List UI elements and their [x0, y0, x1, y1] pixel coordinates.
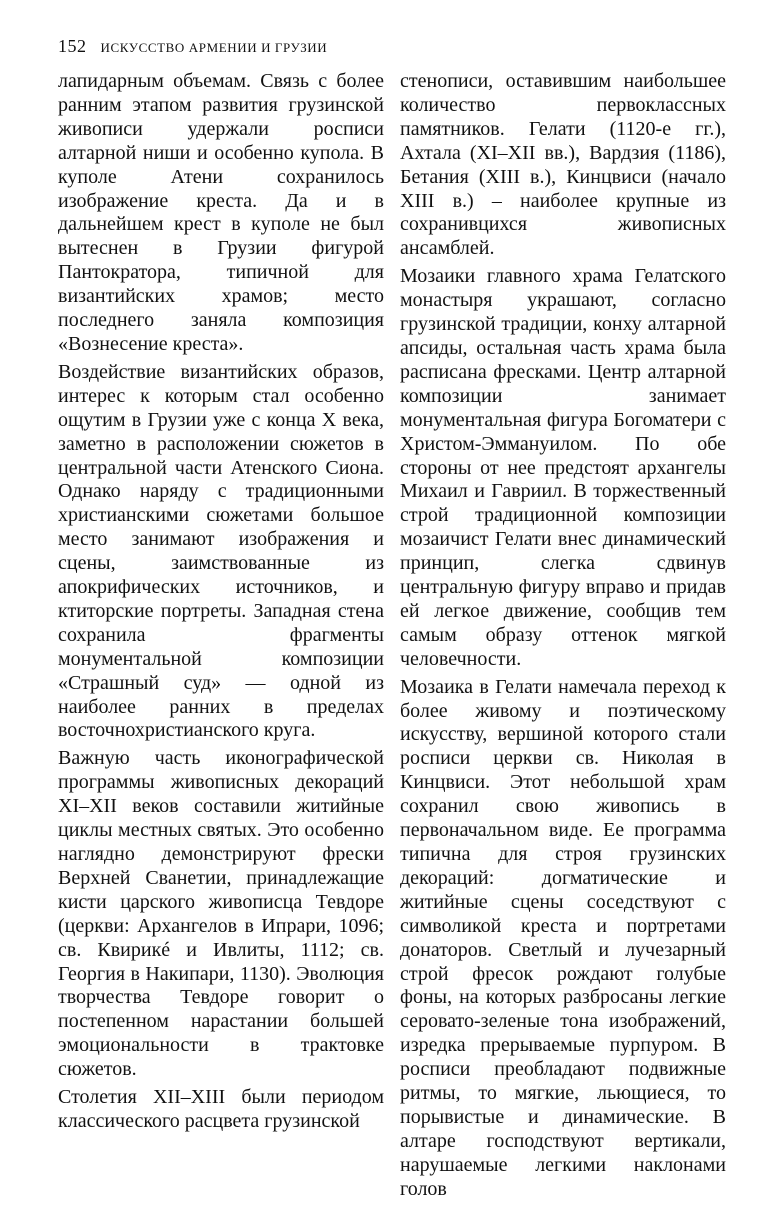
paragraph: лапидарным объемам. Связь с более ранним этапом развития грузинской живописи удержали росписи алтарной ниши и особенно купола. В куполе Атени сохранилось изображение креста. Да и в дальнейшем крест в куполе не был вытеснен в Грузии фигурой Пантократора, типичной для византийских храмов; место последнего заняла композиция «Вознесение креста». [58, 70, 384, 355]
paragraph: Важную часть иконографической программы живописных декораций XI–XII веков составили житийные циклы местных святых. Это особенно наглядно демонстрируют фрески Верхней Сванетии, принадлежащие кисти царского живописца Тевдоре (церкви: Архангелов в Ипрари, 1096; св. Квирикé и Ивлиты, 1112; св. Георгия в Накипари, 1130). Эволюция творчества Тевдоре говорит о постепенном нарастании большей эмоциональности в трактовке сюжетов. [58, 747, 384, 1081]
paragraph: Мозаика в Гелати намечала переход к более живому и поэтическому искусству, вершиной которого стали росписи церкви св. Николая в Кинцвиси. Этот небольшой храм сохранил свою живопись в первоначальном виде. Ее программа типична для строя грузинских декораций: догматические и житийные сцены соседствуют с символикой креста и портретами донаторов. Светлый и лучезарный строй фресок рождают голубые фоны, на которых разбросаны легкие серовато-зеленые тона изображений, изредка прерываемые пурпуром. В росписи преобладают подвижные ритмы, то мягкие, льющиеся, то порывистые и динамические. В алтаре господствуют вертикали, нарушаемые легкими наклонами голов [400, 675, 726, 1200]
paragraph: Воздействие византийских образов, интерес к которым стал особенно ощутим в Грузии уже с конца X века, заметно в расположении сюжетов в центральной части Атенского Сиона. Однако наряду с традиционными христианскими сюжетами большое место занимают изображения и сцены, заимствованные из апокрифических источников, и ктиторские портреты. Западная стена сохранила фрагменты монументальной композиции «Страшный суд» — одной из наиболее ранних в пределах восточнохристианского круга. [58, 360, 384, 742]
page-number: 152 [58, 36, 87, 56]
running-head [58, 36, 327, 60]
left-column [58, 70, 384, 1138]
running-title: ИСКУССТВО АРМЕНИИ И ГРУЗИИ [100, 40, 328, 55]
right-column [400, 70, 726, 1206]
paragraph: Столетия XII–XIII были периодом классического расцвета грузинской [58, 1086, 384, 1132]
paragraph: стенописи, оставившим наибольшее количество первоклассных памятников. Гелати (1120-е гг.), Ахтала (XI–XII вв.), Вардзия (1186), Бетания (XIII в.), Кинцвиси (начало XIII в.) – наиболее крупные из сохранивцихся живописных ансамблей. [400, 70, 726, 260]
paragraph: Мозаики главного храма Гелатского монастыря украшают, согласно грузинской традиции, конху алтарной апсиды, остальная часть храма была расписана фресками. Центр алтарной композиции занимает монументальная фигура Богоматери с Христом-Эммануилом. По обе стороны от нее предстоят архангелы Михаил и Гавриил. В торжественный строй традиционной композиции мозаичист Гелати внес динамический принцип, слегка сдвинув центральную фигуру вправо и придав ей легкое движение, сообщив тем самым образу оттенок мягкой человечности. [400, 265, 726, 670]
